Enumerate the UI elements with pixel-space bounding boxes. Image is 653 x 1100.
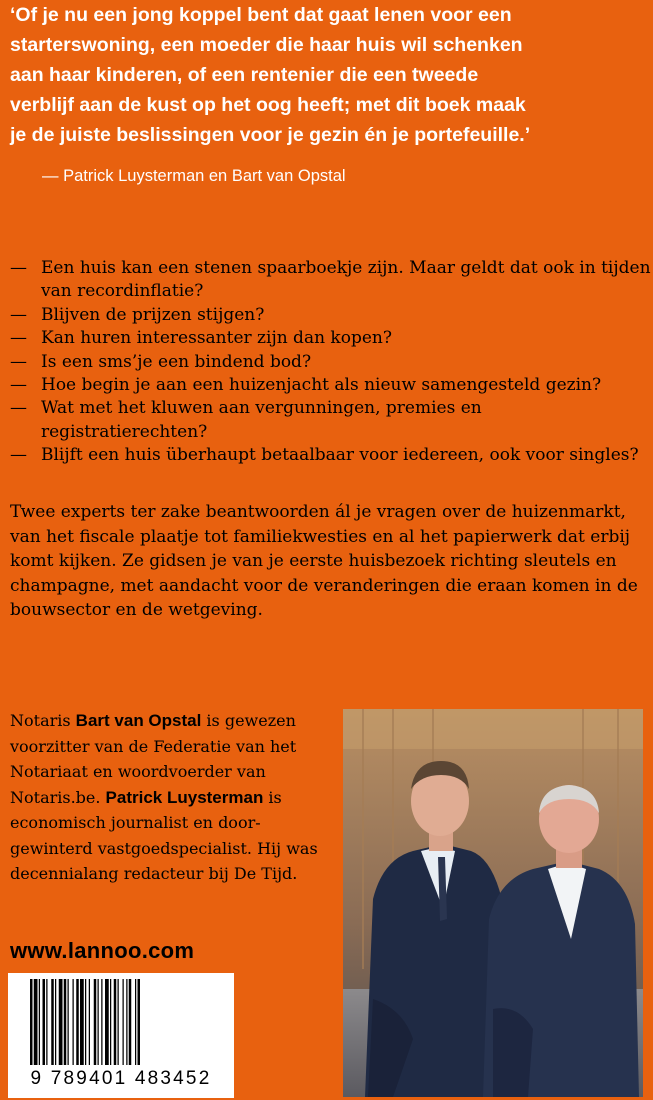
publisher-website: www.lannoo.com [10, 938, 195, 963]
dash-marker: — [10, 328, 27, 349]
list-item-text: Is een sms’je een bindend bod? [41, 351, 312, 372]
barcode-bar [94, 979, 97, 1065]
barcode-bar [68, 979, 69, 1065]
barcode-bar [76, 979, 79, 1065]
author-name: Bart van Opstal [75, 711, 202, 730]
barcode-bars [30, 979, 212, 1065]
barcode-bar [85, 979, 86, 1065]
list-item [10, 351, 653, 374]
barcode-bar [64, 979, 67, 1065]
list-item [10, 444, 653, 467]
list-item [10, 397, 653, 444]
barcode-bar [123, 979, 124, 1065]
bio-text: is economisch journalist en door-gewinterd vastgoedspecialist. Hij was decennialang redacteur bij De Tijd. [10, 787, 318, 883]
quote-line: aan haar kinderen, of een rentenier die een tweede [10, 64, 479, 86]
dash-marker: — [10, 375, 27, 396]
cover-quote [10, 0, 650, 150]
barcode-bar [101, 979, 102, 1065]
list-item-text: Blijft een huis überhaupt betaalbaar voor iedereen, ook voor singles? [41, 445, 639, 466]
authors-photo-illustration [343, 709, 643, 1097]
barcode-bar [51, 979, 54, 1065]
dash-marker: — [10, 398, 27, 419]
barcode-bar [73, 979, 74, 1065]
dash-marker: — [10, 351, 27, 372]
dash-marker: — [10, 445, 27, 466]
list-item-text: Hoe begin je aan een huizenjacht als nieuw samengesteld gezin? [41, 375, 602, 396]
list-item [10, 257, 653, 304]
question-list [10, 257, 653, 468]
barcode-bar [126, 979, 127, 1065]
dash-marker: — [10, 304, 27, 325]
list-item [10, 304, 653, 327]
bio-text: Notaris [10, 711, 76, 730]
author-photo [343, 709, 643, 1097]
author-bio [10, 708, 335, 887]
list-item-text: Blijven de prijzen stijgen? [41, 304, 265, 325]
barcode-bar [43, 979, 46, 1065]
barcode-bar [135, 979, 136, 1065]
barcode-bar [55, 979, 56, 1065]
quote-line: starterswoning, een moeder die haar huis wil schenken [10, 34, 523, 56]
barcode [8, 973, 234, 1098]
barcode-bar [39, 979, 40, 1065]
barcode-bar [30, 979, 33, 1065]
quote-attribution: — Patrick Luysterman en Bart van Opstal [42, 167, 346, 185]
list-item [10, 327, 653, 350]
book-description: Twee experts ter zake beantwoorden ál je vragen over de huizenmarkt, van het fiscale plaatje tot familiekwesties en al het papierwerk dat erbij komt kijken. Ze gidsen je van je eerste huisbezoek richting sleutels en champagne, met aandacht voor de veranderingen die eraan komen in de bouwsector en de wetgeving. [10, 502, 638, 620]
quote-line: je de juiste beslissingen voor je gezin én je portefeuille.’ [10, 124, 531, 146]
barcode-bar [138, 979, 141, 1065]
isbn-number: 9 789401 483452 [30, 1068, 212, 1089]
list-item-text: Kan huren interessanter zijn dan kopen? [41, 328, 392, 349]
list-item-text: Wat met het kluwen aan vergunningen, premies en registratierechten? [41, 398, 482, 442]
barcode-bar [46, 979, 47, 1065]
list-item [10, 374, 653, 397]
barcode-bar [34, 979, 38, 1065]
barcode-bar [80, 979, 84, 1065]
barcode-bar [59, 979, 63, 1065]
list-item-text: Een huis kan een stenen spaarboekje zijn. Maar geldt dat ook in tijden van recordinflatie? [41, 258, 651, 302]
dash-marker: — [10, 258, 27, 278]
barcode-bar [98, 979, 99, 1065]
quote-line: ‘Of je nu een jong koppel bent dat gaat lenen voor een [10, 4, 512, 26]
barcode-bar [105, 979, 109, 1065]
barcode-bar [129, 979, 132, 1065]
barcode-bar [114, 979, 117, 1065]
quote-line: verblijf aan de kust op het oog heeft; met dit boek maak [10, 94, 526, 116]
barcode-bar [118, 979, 119, 1065]
barcode-bar [89, 979, 90, 1065]
barcode-bar [110, 979, 111, 1065]
author-name: Patrick Luysterman [105, 787, 264, 807]
bio-text: is gewezen voorzitter van de Federatie van het Notariaat en woordvoerder van Notaris.be. [10, 711, 297, 807]
